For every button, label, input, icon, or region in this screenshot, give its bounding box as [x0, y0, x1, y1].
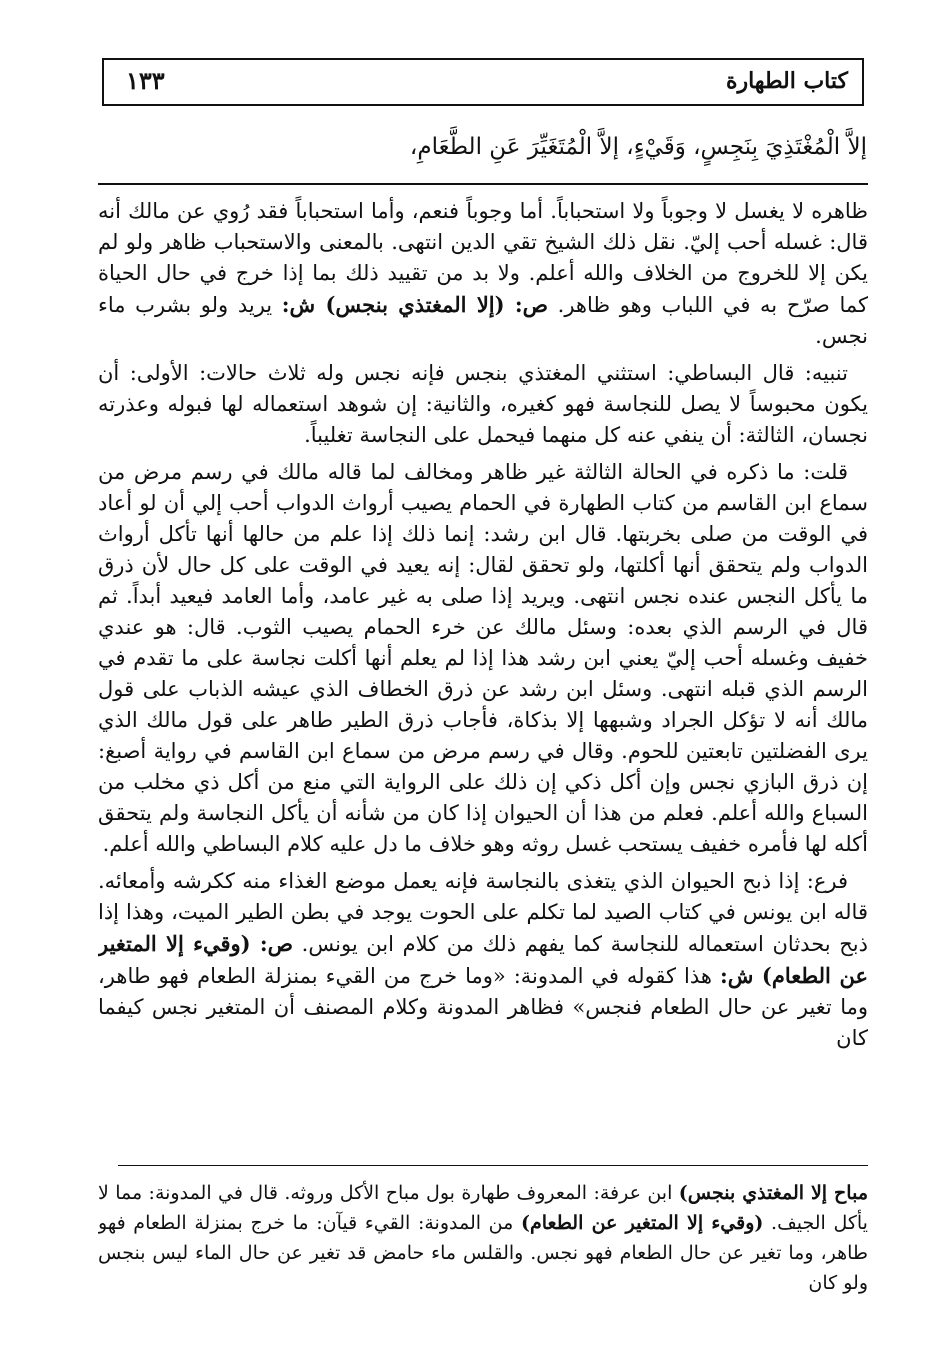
commentary-paragraph — [98, 457, 868, 860]
paragraph-text: ظاهره لا يغسل لا وجوباً ولا استحباباً. أما وجوباً فنعم، وأما استحباباً فقد رُوي عن مالك أنه قال: غسله أحب إليّ. نقل ذلك الشيخ تقي الدين انتهى. بالمعنى والاستحباب ظاهر ولو لم يكن إلا للخروج من الخلاف والله أعلم. ولا بد من تقييد ذلك بما إذا خرج في حال الحياة كما صرّح به في اللباب وهو ظاهر. — [98, 199, 868, 317]
paragraph-text: تنبيه: قال البساطي: استثني المغتذي بنجس فإنه نجس وله ثلاث حالات: الأولى: أن يكون محبوساً لا يصل للنجاسة فهو كغيره، والثانية: إن شوهد استعماله لها فبوله وعذرته نجسان، الثالثة: أن ينفي عنه كل منهما فيحمل على النجاسة تغليباً. — [98, 361, 868, 447]
footnote-paragraph — [98, 1178, 868, 1298]
page-number: ١٣٣ — [126, 66, 165, 95]
running-header — [102, 58, 864, 106]
footnote-text: من المدونة: القيء قيآن: ما خرج بمنزلة الطعام فهو طاهر، وما تغير عن حال الطعام فهو نجس. والقلس ماء حامض قد تغير عن حال الماء ليس بنجس ولو كان — [98, 1212, 868, 1294]
matn-quote: ص: (وقيء إلا المتغير عن الطعام) ش: — [98, 931, 868, 988]
commentary-paragraph — [98, 358, 868, 451]
commentary-paragraph — [98, 866, 868, 1054]
footnote-quote: مباح إلا المغتذي بنجس) — [678, 1182, 868, 1204]
paragraph-text: هذا كقوله في المدونة: «وما خرج من القيء بمنزلة الطعام فهو طاهر، وما تغير عن حال الطعام فنجس» فظاهر المدونة وكلام المصنف أن المتغير نجس كيفما كان — [98, 964, 868, 1050]
footnotes — [98, 1178, 868, 1328]
footnote-divider — [118, 1165, 868, 1166]
footnote-quote: (وقيء إلا المتغير عن الطعام) — [520, 1212, 764, 1234]
commentary-body — [98, 196, 868, 1156]
paragraph-text: قلت: ما ذكره في الحالة الثالثة غير ظاهر ومخالف لما قاله مالك في رسم مرض من سماع ابن القاسم من كتاب الطهارة في الحمام يصيب أرواث الدواب أحب إلي أن لو أعاد في الوقت من صلى بخربتها. قال ابن رشد: إنما ذلك إذا علم من حالها أنها تأكل أرواث الدواب ولم يتحقق أنها أكلتها، ولو تحقق لقال: إنه يعيد في الوقت على كل حال لأن ذرق ما يأكل النجس عنده نجس انتهى. ويريد إذا صلى به غير عامد، وأما العامد فيعيد أبداً. ثم قال في الرسم الذي بعده: وسئل مالك عن خرء الحمام يصيب الثوب. قال: هو عندي خفيف وغسله أحب إليّ يعني ابن رشد هذا إذا لم يعلم أنها أكلت نجاسة على ما تقدم في الرسم الذي قبله انتهى. وسئل ابن رشد عن ذرق الخطاف الذي عيشه الذباب على قول مالك أنه لا تؤكل الجراد وشبهها إلا بذكاة، فأجاب ذرق الطير طاهر على قول مالك الذي يرى الفضلتين تابعتين للحوم. وقال في رسم مرض من سماع ابن القاسم في رواية أصبغ: إن ذرق البازي نجس وإن أكل ذكي إن ذلك على الرواية التي منع من أكل ذي مخلب من السباع والله أعلم. فعلم من هذا أن الحيوان إذا كان من شأنه أن يأكل النجاسة ولم يتحقق أكله لها فأمره خفيف يستحب غسل روثه وهو خلاف ما دل عليه كلام البساطي والله أعلم. — [98, 460, 868, 856]
header-title: كتاب الطهارة — [725, 68, 848, 94]
matn-quote: ص: (إلا المغتذي بنجس) ش: — [281, 292, 548, 317]
paragraph-text: يريد ولو بشرب ماء نجس. — [98, 293, 868, 348]
footnote-text: ابن عرفة: المعروف طهارة بول مباح الأكل وروثه. قال في المدونة: مما لا يأكل الجيف. — [98, 1182, 868, 1234]
paragraph-text: فرع: إذا ذبح الحيوان الذي يتغذى بالنجاسة فإنه يعمل موضع الغذاء منه ككرشه وأمعائه. قاله ابن يونس في كتاب الصيد لما تكلم على الحوت يوجد في بطن الطير الميت، وهذا إذا ذبح بحدثان استعماله للنجاسة كما يفهم ذلك من كلام ابن يونس. — [98, 869, 868, 956]
commentary-paragraph — [98, 196, 868, 352]
matn-text: إلاَّ الْمُغْتَذِيَ بِنَجِسٍ، وَقَيْءٍ، إلاَّ الْمُتَغَيِّرَ عَنِ الطَّعَامِ، — [409, 134, 867, 160]
matn-divider — [98, 183, 868, 185]
